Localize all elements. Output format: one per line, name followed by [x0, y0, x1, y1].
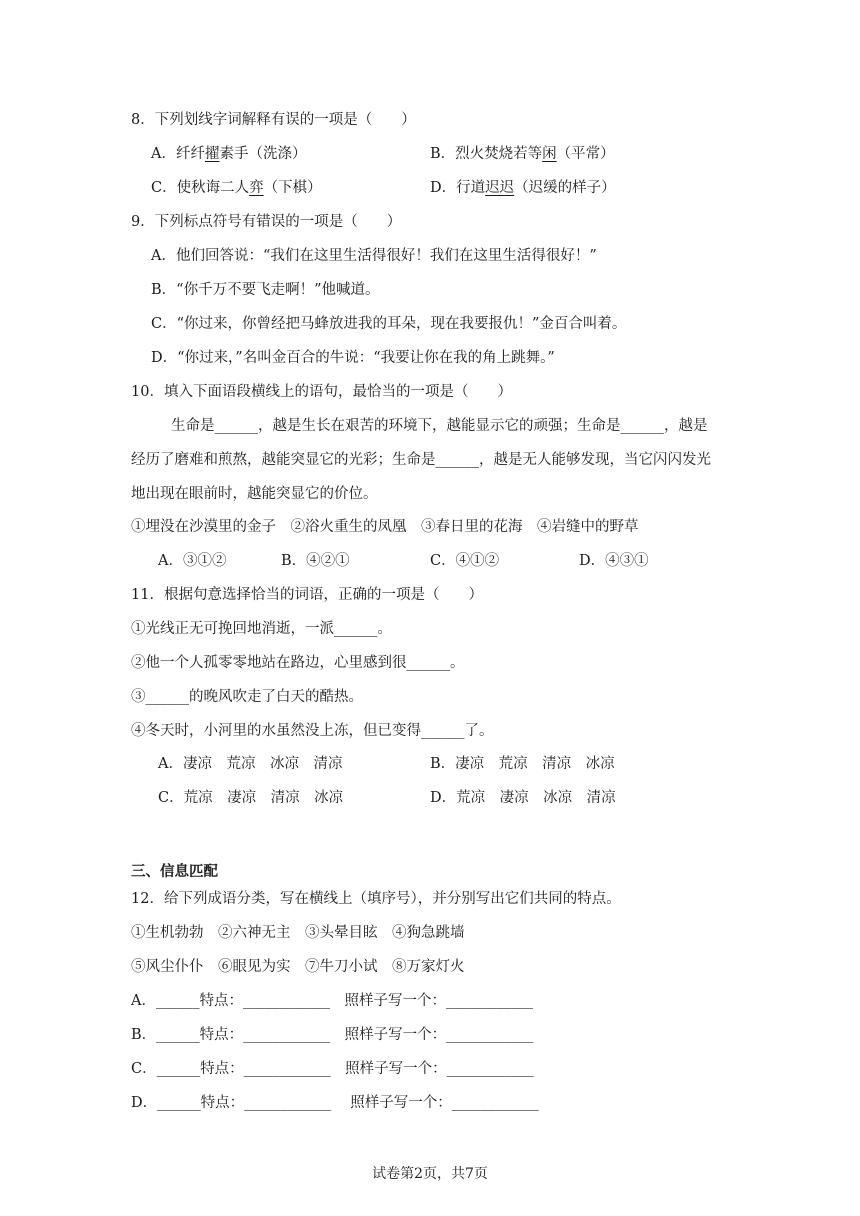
q9-option-b: B．“你千万不要飞走啊！”他喊道。	[151, 282, 380, 298]
q12-answer-line-c: C．______特点：____________ 照样子写一个：____________	[131, 1061, 534, 1077]
q10-option-d: D．④③①	[579, 553, 649, 569]
q12-idioms-row-1: ①生机勃勃 ②六神无主 ③头晕目眩 ④狗急跳墙	[131, 925, 465, 941]
q9-option-c: C．“你过来，你曾经把马蜂放进我的耳朵，现在我要报仇！”金百合叫着。	[151, 316, 627, 332]
q9-stem: 9．下列标点符号有错误的一项是（ ）	[131, 214, 402, 230]
q10-items: ①埋没在沙漠里的金子 ②浴火重生的凤凰 ③春日里的花海 ④岩缝中的野草	[131, 519, 639, 535]
q12-stem: 12．给下列成语分类，写在横线上（填序号），并分别写出它们共同的特点。	[131, 891, 621, 907]
q11-sentence-3: ③______的晚风吹走了白天的酷热。	[131, 689, 363, 705]
q12-answer-line-d: D．______特点：____________ 照样子写一个：____________	[131, 1095, 539, 1111]
q8-stem: 8．下列划线字词解释有误的一项是（ ）	[131, 112, 416, 128]
section-title: 三、信息匹配	[131, 864, 218, 880]
q10-paragraph-line-1: 生命是______，越是生长在艰苦的环境下，越能显示它的顽强；生命是______，越是	[171, 418, 708, 434]
q9-option-a: A．他们回答说：“我们在这里生活得很好！我们在这里生活得很好！”	[151, 248, 597, 264]
q12-idioms-row-2: ⑤风尘仆仆 ⑥眼见为实 ⑦牛刀小试 ⑧万家灯火	[131, 959, 465, 975]
q10-option-a: A．③①②	[158, 553, 227, 569]
q11-option-b: B．凄凉 荒凉 清凉 冰凉	[430, 756, 615, 772]
q8-option-c: C．使秋诲二人弈（下棋）	[151, 180, 322, 196]
q12-answer-line-b: B．______特点：____________ 照样子写一个：____________	[131, 1027, 534, 1043]
q8-option-b: B．烈火焚烧若等闲（平常）	[430, 146, 615, 162]
q11-option-c: C．荒凉 凄凉 清凉 冰凉	[158, 790, 344, 806]
q11-sentence-2: ②他一个人孤零零地站在路边，心里感到很______。	[131, 655, 465, 671]
q11-sentence-4: ④冬天时，小河里的水虽然没上冻，但已变得______了。	[131, 723, 494, 739]
q10-option-c: C．④①②	[430, 553, 500, 569]
q9-option-d: D．“你过来，”名叫金百合的牛说：“我要让你在我的角上跳舞。”	[151, 350, 555, 366]
q10-stem: 10．填入下面语段横线上的语句，最恰当的一项是（ ）	[131, 384, 512, 400]
page-footer: 试卷第2页，共7页	[372, 1166, 488, 1182]
q10-paragraph-line-2: 经历了磨难和煎熬，越能突显它的光彩；生命是______，越是无人能够发现，当它闪闪发光	[131, 452, 711, 468]
q11-stem: 11．根据句意选择恰当的词语，正确的一项是（ ）	[131, 587, 483, 603]
q10-paragraph-line-3: 地出现在眼前时，越能突显它的价位。	[131, 486, 378, 502]
q10-option-b: B．④②①	[281, 553, 350, 569]
q12-answer-line-a: A．______特点：____________ 照样子写一个：____________	[131, 993, 533, 1009]
q11-sentence-1: ①光线正无可挽回地消逝，一派______。	[131, 621, 392, 637]
q8-option-d: D．行道迟迟（迟缓的样子）	[430, 180, 616, 196]
q11-option-d: D．荒凉 凄凉 冰凉 清凉	[430, 790, 616, 806]
q8-option-a: A．纤纤擢素手（洗涤）	[151, 146, 307, 162]
q11-option-a: A．凄凉 荒凉 冰凉 清凉	[158, 756, 343, 772]
